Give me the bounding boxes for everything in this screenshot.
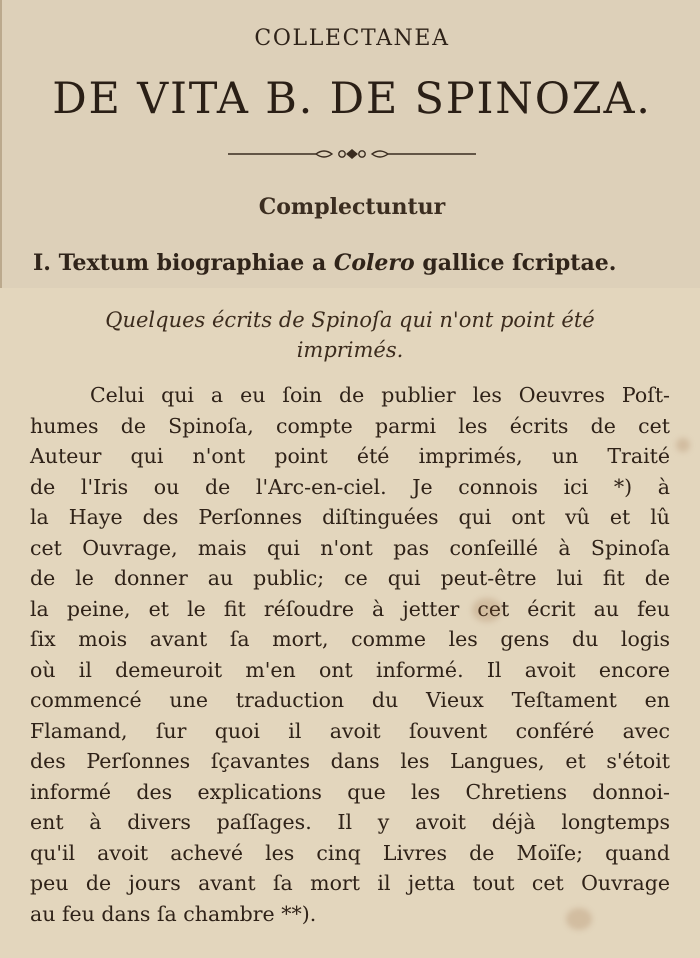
contents-item-prefix: I. Textum biographiae a <box>33 250 334 276</box>
section-heading <box>50 305 650 365</box>
paragraph-line: Flamand, ſur quoi il avoit ſouvent conféré avec <box>30 718 670 743</box>
paragraph-line: qu'il avoit achevé les cinq Livres de Moïſe; quand <box>30 840 670 865</box>
contents-item-italic: Colero <box>333 250 415 276</box>
contents-item <box>33 250 616 276</box>
paragraph-line: informé des explications que les Chretiens donnoi- <box>30 779 670 804</box>
paragraph-line: des Perſonnes ſçavantes dans les Langues, et s'étoit <box>30 749 670 773</box>
title-page-fragment <box>0 0 700 288</box>
page-title: DE VITA B. DE SPINOZA. <box>52 74 652 124</box>
paper-stain <box>676 438 690 452</box>
paragraph-line: de l'Iris ou de l'Arc-en-ciel. Je connois ici *) à <box>30 474 670 499</box>
paragraph-line: humes de Spinoſa, compte parmi les écrits de cet <box>30 413 670 438</box>
paragraph-line: peu de jours avant ſa mort il jetta tout cet Ouvrage <box>30 871 670 895</box>
subheading: Complectuntur <box>258 194 446 220</box>
paper-stain <box>472 598 502 622</box>
paper-stain <box>566 908 592 930</box>
section-heading-line-2: imprimés. <box>296 338 404 362</box>
section-heading-line-1: Quelques écrits de Spinoſa qui n'ont point été <box>105 308 595 332</box>
paragraph-line: ſix mois avant ſa mort, comme les gens du logis <box>30 627 670 651</box>
contents-item-suffix: gallice ſcriptae. <box>414 250 617 276</box>
collectanea-heading: COLLECTANEA <box>254 26 450 51</box>
paragraph-line: ent à divers paſſages. Il y avoit déjà longtemps <box>30 810 670 834</box>
body-paragraph <box>30 380 670 929</box>
paragraph-line: où il demeuroit m'en ont informé. Il avoit encore <box>30 657 670 682</box>
paragraph-line: la Haye des Perſonnes diſtinguées qui ont vû et lû <box>30 505 670 529</box>
paragraph-line: la peine, et le fit réſoudre à jetter cet écrit au feu <box>30 596 670 621</box>
paragraph-line: au feu dans ſa chambre **). <box>30 901 317 926</box>
paragraph-line: de le donner au public; ce qui peut-être lui fit de <box>30 566 670 590</box>
paragraph-line: Celui qui a eu ſoin de publier les Oeuvres Poſt- <box>90 383 670 407</box>
paragraph-line: cet Ouvrage, mais qui n'ont pas conſeillé à Spinoſa <box>30 535 670 560</box>
paragraph-line: commencé une traduction du Vieux Teſtament en <box>30 688 670 712</box>
ornament-divider-icon <box>228 146 476 162</box>
paragraph-line: Auteur qui n'ont point été imprimés, un Traité <box>30 444 670 468</box>
